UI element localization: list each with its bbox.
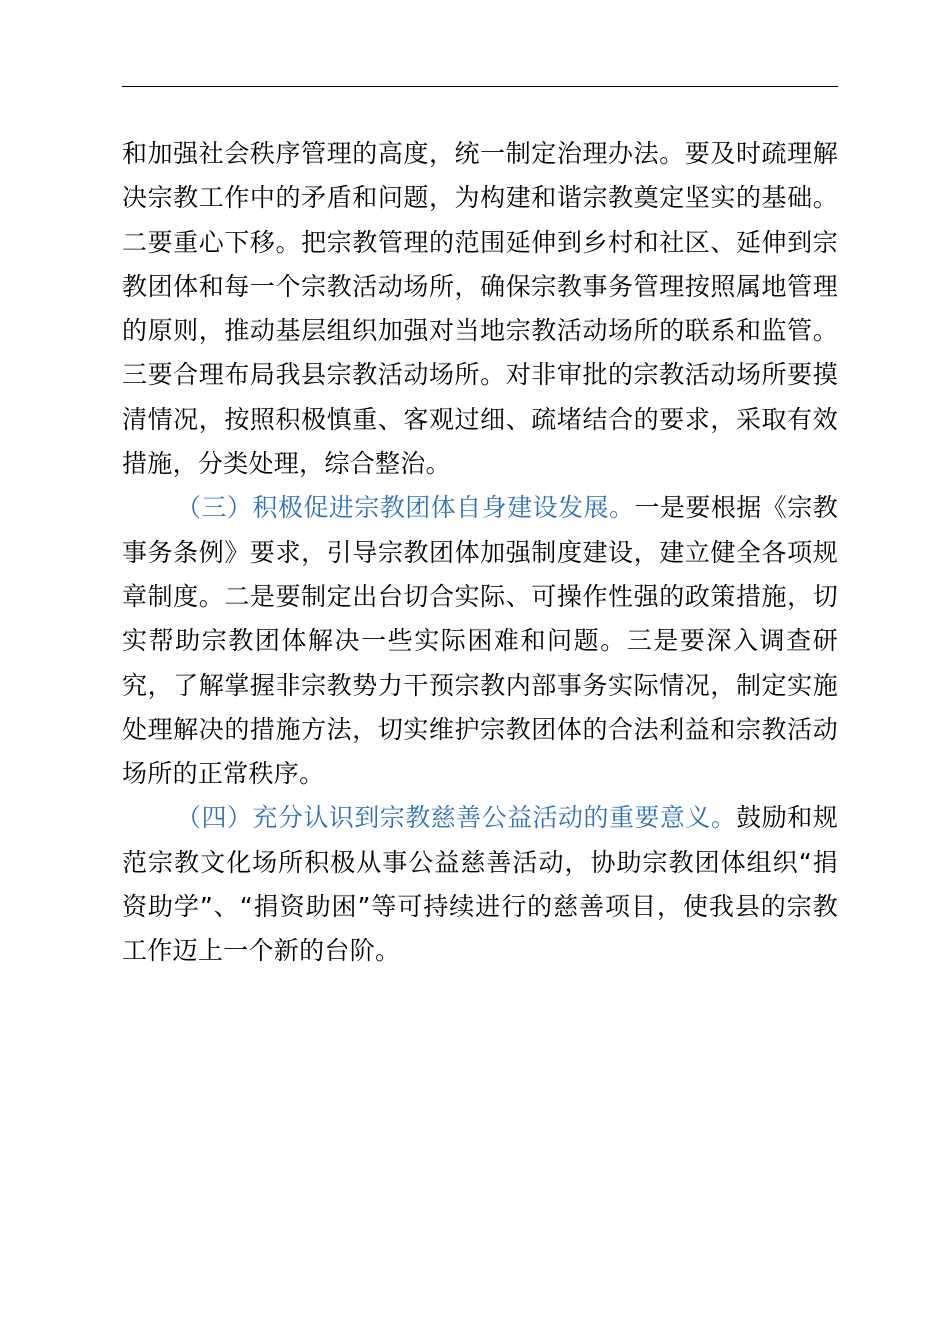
- document-body: [122, 132, 838, 974]
- paragraph-section-four: [122, 796, 838, 973]
- paragraph-continuation: [122, 132, 838, 486]
- paragraph-text: 一是要根据《宗教事务条例》要求，引导宗教团体加强制度建设，建立健全各项规章制度。二是要制定出台切合实际、可操作性强的政策措施，切实帮助宗教团体解决一些实际困难和问题。三是要深入调查研究，了解掌握非宗教势力干预宗教内部事务实际情况，制定实施处理解决的措施方法，切实维护宗教团体的合法利益和宗教活动场所的正常秩序。: [122, 493, 838, 789]
- paragraph-section-three: [122, 486, 838, 796]
- section-heading-four: （四）充分认识到宗教慈善公益活动的重要意义。: [176, 803, 737, 833]
- paragraph-text: 和加强社会秩序管理的高度，统一制定治理办法。要及时疏理解决宗教工作中的矛盾和问题，为构建和谐宗教奠定坚实的基础。二要重心下移。把宗教管理的范围延伸到乡村和社区、延伸到宗教团体和每一个宗教活动场所，确保宗教事务管理按照属地管理的原则，推动基层组织加强对当地宗教活动场所的联系和监管。三要合理布局我县宗教活动场所。对非审批的宗教活动场所要摸清情况，按照积极慎重、客观过细、疏堵结合的要求，采取有效措施，分类处理，综合整治。: [122, 139, 838, 479]
- section-heading-three: （三）积极促进宗教团体自身建设发展。: [176, 493, 635, 523]
- header-rule: [122, 86, 838, 87]
- paragraph-text: 鼓励和规范宗教文化场所积极从事公益慈善活动，协助宗教团体组织“捐资助学”、“捐资助困”等可持续进行的慈善项目，使我县的宗教工作迈上一个新的台阶。: [122, 803, 838, 966]
